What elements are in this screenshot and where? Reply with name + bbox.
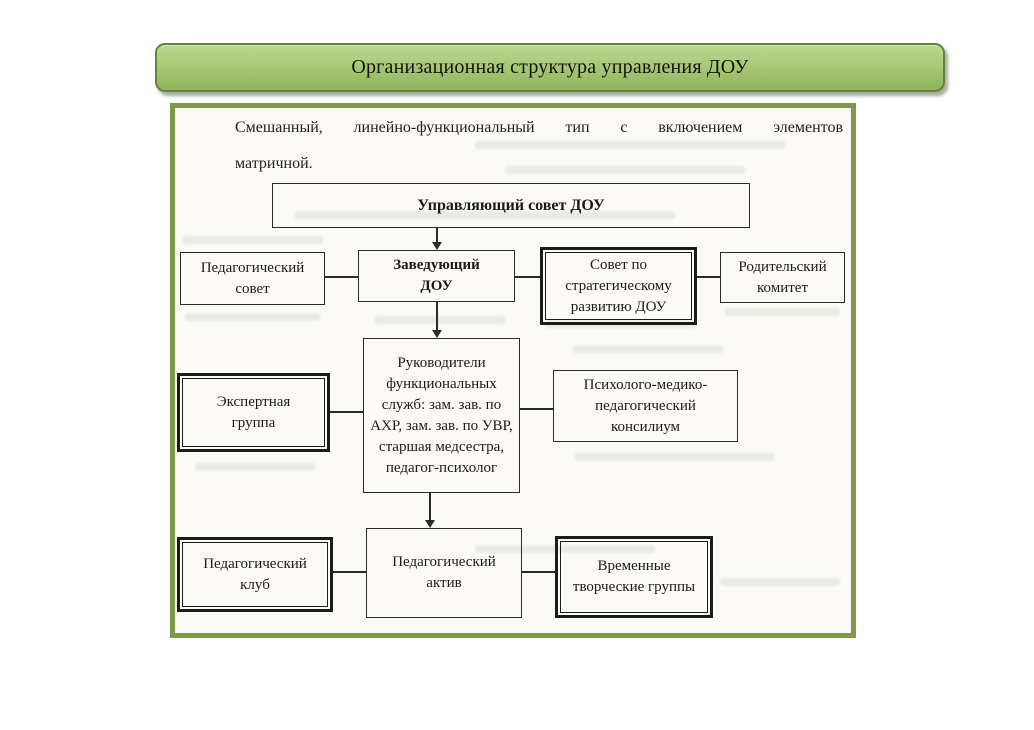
node-label: Педагогический актив bbox=[392, 554, 496, 591]
title-banner bbox=[155, 43, 945, 92]
node-pedagogical-active bbox=[366, 528, 522, 618]
bleed-through-artifact bbox=[505, 166, 745, 174]
node-governing-council bbox=[272, 183, 750, 228]
node-label: Педагогический совет bbox=[200, 259, 305, 297]
bleed-through-artifact bbox=[725, 308, 840, 316]
bleed-through-artifact bbox=[575, 453, 775, 461]
node-functional-service-heads bbox=[363, 338, 520, 493]
arrow-down-icon bbox=[432, 330, 442, 338]
edge-pedcouncil-to-head bbox=[325, 276, 358, 278]
node-expert-group bbox=[177, 373, 330, 452]
node-strategic-development-council bbox=[540, 247, 697, 325]
node-label: Управляющий совет ДОУ bbox=[417, 197, 605, 214]
node-pedagogical-club bbox=[177, 537, 333, 612]
node-parent-committee bbox=[720, 252, 845, 303]
node-label: Психолого-медико-педагогический консилиум bbox=[583, 376, 708, 435]
node-label: Экспертная группа bbox=[216, 393, 291, 431]
bleed-through-artifact bbox=[720, 578, 840, 586]
bleed-through-artifact bbox=[183, 236, 323, 244]
bleed-through-artifact bbox=[185, 313, 320, 321]
edge-functional-to-active bbox=[429, 493, 431, 521]
arrow-down-icon bbox=[425, 520, 435, 528]
edge-head-to-strategic bbox=[515, 276, 540, 278]
edge-head-to-functional bbox=[436, 302, 438, 331]
node-temporary-creative-groups bbox=[555, 536, 713, 618]
node-pedagogical-council bbox=[180, 252, 325, 305]
edge-club-to-active bbox=[333, 571, 366, 573]
edge-strategic-to-parents bbox=[697, 276, 720, 278]
intro-text-line1: Смешанный, линейно-функциональный тип с включением элементов bbox=[235, 119, 843, 136]
page-title: Организационная структура управления ДОУ bbox=[351, 56, 749, 78]
node-label: Педагогический клуб bbox=[203, 555, 307, 593]
diagram-panel bbox=[170, 103, 856, 638]
node-label: Временные творческие группы bbox=[572, 558, 696, 595]
edge-active-to-creative bbox=[522, 571, 555, 573]
node-label: Совет по стратегическому развитию ДОУ bbox=[565, 256, 672, 315]
node-pmp-consilium bbox=[553, 370, 738, 442]
intro-text-line2: матричной. bbox=[235, 155, 313, 172]
bleed-through-artifact bbox=[195, 463, 315, 471]
arrow-down-icon bbox=[432, 242, 442, 250]
bleed-through-artifact bbox=[573, 345, 723, 353]
node-label: Руководители функциональных служб: зам. зав. по АХР, зам. зав. по УВР, старшая медсестра, педагог-психолог bbox=[370, 354, 513, 476]
bleed-through-artifact bbox=[375, 316, 505, 324]
node-label: Заведующий ДОУ bbox=[393, 257, 480, 294]
edge-expert-to-functional bbox=[330, 411, 363, 413]
edge-functional-to-consilium bbox=[520, 408, 553, 410]
bleed-through-artifact bbox=[475, 141, 785, 149]
node-label: Родительский комитет bbox=[738, 258, 827, 296]
node-head-of-dou bbox=[358, 250, 515, 302]
